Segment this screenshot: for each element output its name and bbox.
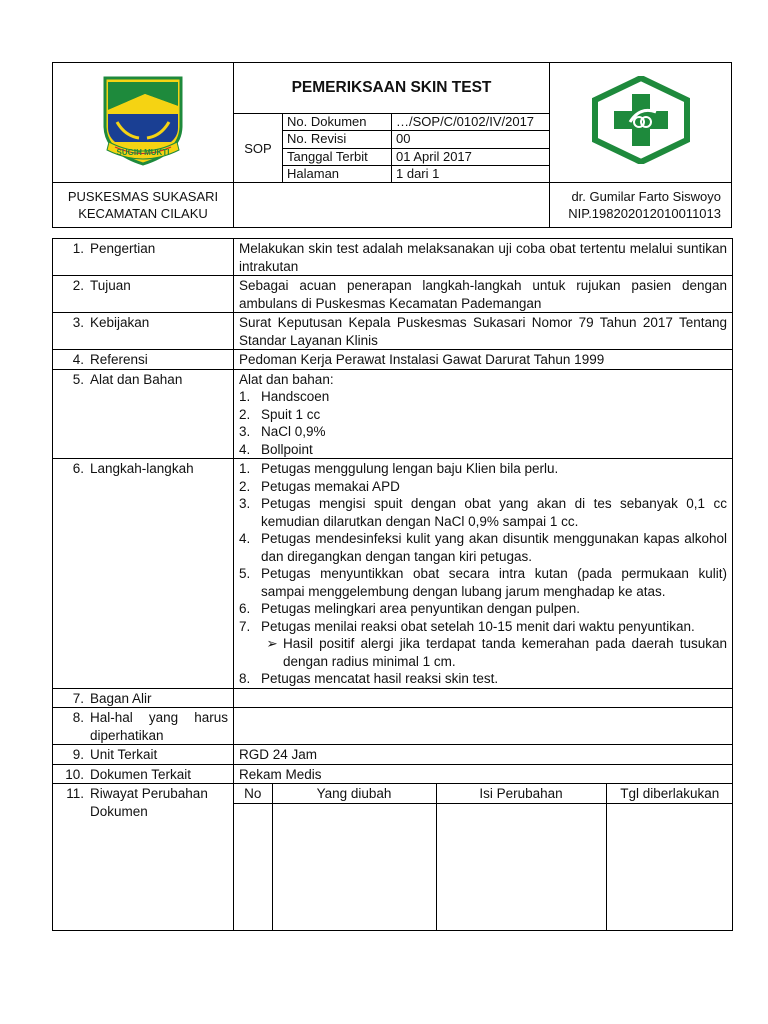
row-pengertian: 1. Pengertian Melakukan skin test adalah melaksanakan uji coba obat tertentu melalui suntikan intrakutan	[53, 239, 733, 276]
row-langkah: 6. Langkah-langkah 1. Petugas menggulung lengan baju Klien bila perlu. 2. Petugas memakai APD 3. Petugas mengisi spuit dengan obat yang akan di tes sebanyak 0,1 cc kemudian dilarutkan dengan NaCl 0,9% sampai 1 cc. 4. Petugas mendesinfeksi kulit yang akan disuntik menggunakan kapas alkohol dan diregangkan dengan tangan kiri petugas. 5. Petugas menyuntikkan obat secara intra kutan (pada permukaan kulit) sampai menggelembung dengan lubang jarum menghadap ke atas. 6. Petugas melingkari area penyuntikan dengan pulpen. 7. Petugas menilai reaksi obat setelah 10-15 menit dari waktu penyuntikan. ➢ Hasil positif alergi jika terdapat tanda kemerahan pada daerah tusukan dengan radius minimal 1 cm. 8. Petugas mencatat hasil reaksi skin test.	[53, 459, 733, 689]
row-content: Surat Keputusan Kepala Puskesmas Sukasari Nomor 79 Tahun 2017 Tentang Standar Layanan Klinis	[234, 313, 733, 350]
row-label: Referensi	[90, 352, 148, 367]
list-item: 4. Petugas mendesinfeksi kulit yang akan disuntik menggunakan kapas alkohol dan diregangkan dengan tangan kiri petugas.	[239, 531, 727, 564]
row-content	[234, 688, 733, 708]
signature-space	[234, 183, 550, 228]
list-item: 1. Petugas menggulung lengan baju Klien bila perlu.	[239, 461, 559, 476]
row-content: Pedoman Kerja Perawat Instalasi Gawat Darurat Tahun 1999	[234, 350, 733, 370]
list-item: 2. Spuit 1 cc	[239, 406, 321, 422]
meta-key: No. Dokumen	[283, 114, 392, 130]
meta-value: …/SOP/C/0102/IV/2017	[396, 114, 535, 129]
row-content	[234, 459, 733, 689]
steps-list-end	[239, 670, 727, 688]
signer-info: dr. Gumilar Farto Siswoyo NIP.198202012010011013	[550, 183, 732, 228]
regency-crest-logo	[95, 72, 191, 168]
row-alat-bahan: 5. Alat dan Bahan Alat dan bahan: 1. Handscoen 2. Spuit 1 cc 3. NaCl 0,9% 4. Bollpoint	[53, 369, 733, 459]
meta-row-tanggal	[283, 149, 549, 166]
puskesmas-logo	[590, 76, 692, 164]
history-empty-row	[234, 803, 733, 930]
row-tujuan: 2. Tujuan Sebagai acuan penerapan langkah-langkah untuk rujukan pasien dengan ambulans di Puskesmas Kecamatan Pademangan	[53, 276, 733, 313]
change-history-cell	[234, 784, 733, 931]
meta-row-halaman	[283, 166, 549, 182]
row-content: Sebagai acuan penerapan langkah-langkah untuk rujukan pasien dengan ambulans di Puskesmas Kecamatan Pademangan	[234, 276, 733, 313]
regency-logo-cell	[53, 63, 234, 183]
history-col-yang-diubah: Yang diubah	[272, 784, 436, 803]
history-header-row	[234, 784, 733, 803]
history-col-tgl: Tgl diberlakukan	[606, 784, 733, 803]
list-item: 5. Petugas menyuntikkan obat secara intra kutan (pada permukaan kulit) sampai menggelembung dengan lubang jarum menghadap ke atas.	[239, 566, 727, 599]
history-col-isi-perubahan: Isi Perubahan	[436, 784, 606, 803]
meta-row-revisi	[283, 131, 549, 148]
puskesmas-logo-cell	[550, 63, 732, 183]
meta-key: Tanggal Terbit	[283, 149, 392, 165]
document-header	[52, 62, 732, 228]
meta-value: 1 dari 1	[396, 165, 440, 181]
svg-text:SUGIH MUKTI: SUGIH MUKTI	[116, 148, 170, 157]
sop-meta-table	[283, 114, 549, 182]
list-item: 8. Petugas mencatat hasil reaksi skin test.	[239, 671, 499, 686]
sop-content-table	[52, 238, 733, 931]
change-history-table	[234, 784, 733, 930]
list-item: 1. Handscoen	[239, 389, 330, 404]
row-unit-terkait: 9. Unit Terkait RGD 24 Jam	[53, 745, 733, 765]
row-label: Kebijakan	[90, 315, 150, 330]
list-item: 6. Petugas melingkari area penyuntikan dengan pulpen.	[239, 601, 580, 616]
row-label: Dokumen Terkait	[90, 766, 192, 782]
row-label: Alat dan Bahan	[90, 371, 183, 387]
history-col-no: No	[234, 784, 272, 803]
row-content: Melakukan skin test adalah melaksanakan uji coba obat tertentu melalui suntikan intrakutan	[234, 239, 733, 276]
meta-key: No. Revisi	[283, 131, 392, 147]
row-label: Bagan Alir	[90, 690, 152, 706]
list-item: 3. NaCl 0,9%	[239, 424, 326, 439]
list-intro: Alat dan bahan:	[239, 371, 334, 387]
list-item: 3. Petugas mengisi spuit dengan obat yang akan di tes sebanyak 0,1 cc kemudian dilarutkan dengan NaCl 0,9% sampai 1 cc.	[239, 496, 727, 529]
sop-info-cell	[234, 114, 550, 183]
row-content: RGD 24 Jam	[234, 745, 733, 765]
list-item: 2. Petugas memakai APD	[239, 478, 400, 494]
row-label: Riwayat Perubahan Dokumen	[90, 786, 208, 819]
row-bagan-alir: 7. Bagan Alir	[53, 688, 733, 708]
row-kebijakan: 3. Kebijakan Surat Keputusan Kepala Puskesmas Sukasari Nomor 79 Tahun 2017 Tentang Standar Layanan Klinis	[53, 313, 733, 350]
meta-key: Halaman	[283, 166, 392, 182]
row-label: Langkah-langkah	[90, 461, 194, 476]
meta-value: 01 April 2017	[396, 148, 472, 164]
row-label: Unit Terkait	[90, 747, 158, 762]
row-dokumen-terkait: 10. Dokumen Terkait Rekam Medis	[53, 764, 733, 784]
list-item: 4. Bollpoint	[239, 441, 313, 457]
organization-name: PUSKESMAS SUKASARI KECAMATAN CILAKU	[53, 183, 234, 228]
equipment-list	[239, 388, 727, 458]
row-label: Pengertian	[90, 241, 156, 256]
row-riwayat: 11. Riwayat Perubahan Dokumen No Yang diubah Isi Perubahan Tgl diberlakukan	[53, 784, 733, 931]
document-title: PEMERIKSAAN SKIN TEST	[234, 63, 550, 114]
sop-label: SOP	[234, 114, 283, 182]
row-content	[234, 369, 733, 459]
arrow-bullet-icon: ➢	[266, 636, 278, 651]
sub-bullet: ➢ Hasil positif alergi jika terdapat tanda kemerahan pada daerah tusukan dengan radius minimal 1 cm.	[239, 635, 727, 670]
steps-list	[239, 460, 727, 635]
meta-value: 00	[396, 131, 411, 147]
row-referensi: 4. Referensi Pedoman Kerja Perawat Instalasi Gawat Darurat Tahun 1999	[53, 350, 733, 370]
row-hal-hal: 8. Hal-hal yang harus diperhatikan	[53, 708, 733, 745]
row-label: Tujuan	[90, 278, 131, 293]
list-item: 7. Petugas menilai reaksi obat setelah 10-15 menit dari waktu penyuntikan.	[239, 618, 695, 634]
meta-row-dokumen	[283, 114, 549, 131]
row-content: Rekam Medis	[234, 764, 733, 784]
row-content	[234, 708, 733, 745]
row-label: Hal-hal yang harus diperhatikan	[90, 710, 228, 743]
